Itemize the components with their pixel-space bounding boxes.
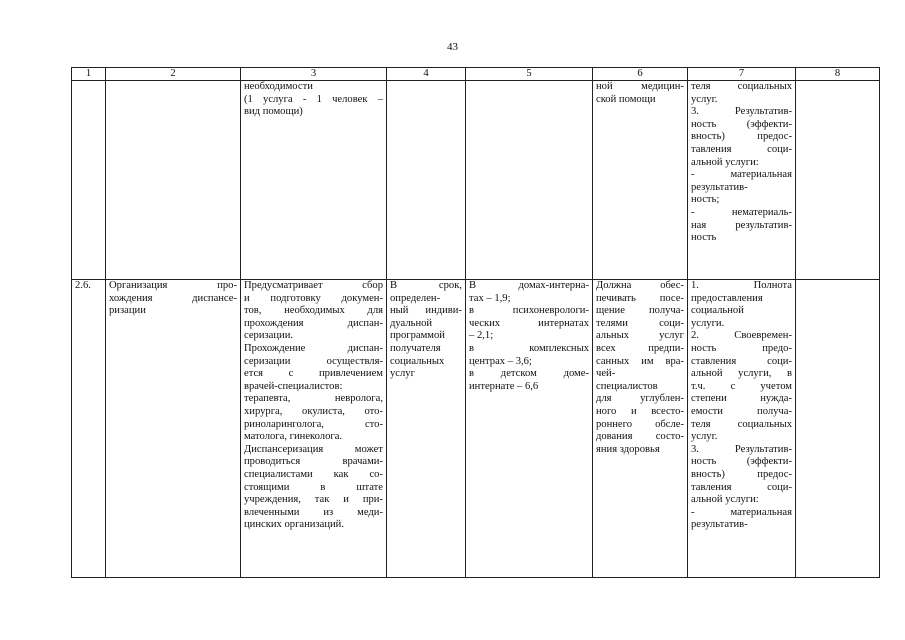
cell-line: Должна обес-: [596, 280, 684, 291]
cell-line: учреждения, так и при-: [244, 494, 383, 506]
table-row-continued: [72, 81, 880, 280]
cell-line: ной медицин-: [596, 81, 684, 92]
cell-service-name: [106, 280, 241, 578]
cell-term: [387, 81, 466, 280]
cell-line: щение получа-: [596, 305, 684, 317]
cell-col8: [796, 280, 880, 578]
cell-line: серизации.: [244, 330, 294, 342]
cell-line: 1. Полнота: [691, 280, 792, 291]
cell-line: тов, необходимых для: [244, 305, 383, 317]
cell-line: – 2,1;: [469, 330, 494, 342]
cell-term: [387, 280, 466, 578]
cell-line: - материальная: [691, 169, 792, 181]
cell-line: специалистами как со-: [244, 468, 383, 480]
cell-line: получателя: [390, 342, 441, 354]
column-number-row: [72, 68, 880, 81]
cell-line: социальных: [390, 355, 445, 367]
cell-line: дуальной: [390, 317, 433, 329]
cell-line: 3. Результатив-: [691, 106, 792, 118]
cell-line: услуг: [390, 368, 415, 380]
cell-line: роннего обсле-: [596, 418, 684, 430]
cell-line: тавления соци-: [691, 481, 792, 493]
cell-line: хождения диспансе-: [109, 292, 237, 304]
cell-line: вность) предос-: [691, 468, 792, 480]
cell-line: тах – 1,9;: [469, 292, 511, 304]
cell-line: ческих интернатах: [469, 317, 589, 329]
table-row-2-6: [72, 280, 880, 578]
cell-performance-criteria: [688, 280, 796, 578]
cell-line: необходимости: [244, 81, 313, 92]
cell-line: ризации: [109, 305, 146, 317]
cell-line: серизации осуществля-: [244, 355, 383, 367]
cell-line: ная результатив-: [691, 219, 792, 231]
cell-line: проводиться врачами-: [244, 456, 383, 468]
cell-line: центрах – 3,6;: [469, 355, 532, 367]
column-number: 8: [796, 68, 880, 81]
cell-line: теля социальных: [691, 81, 792, 92]
cell-line: в комплексных: [469, 342, 589, 354]
cell-line: В домах-интерна-: [469, 280, 589, 291]
cell-line: цинских организаций.: [244, 519, 344, 531]
cell-line: степени нужда-: [691, 393, 792, 405]
cell-col8: [796, 81, 880, 280]
cell-line: ность: [691, 232, 717, 244]
cell-line: Организация про-: [109, 280, 237, 291]
cell-tariff: [466, 81, 593, 280]
cell-line: дования состо-: [596, 431, 684, 443]
cell-line: Прохождение диспан-: [244, 342, 383, 354]
cell-line: альной услуги, в: [691, 368, 792, 380]
cell-quality-standard: [593, 280, 688, 578]
column-number: 5: [466, 68, 593, 81]
cell-line: для углублен-: [596, 393, 684, 405]
cell-line: вид помощи): [244, 106, 303, 118]
cell-line: тавления соци-: [691, 143, 792, 155]
column-number: 3: [241, 68, 387, 81]
cell-line: (1 услуга - 1 человек –: [244, 93, 383, 105]
cell-line: т.ч. с учетом: [691, 380, 792, 392]
cell-description: [241, 81, 387, 280]
cell-line: матолога, гинеколога.: [244, 431, 343, 443]
cell-line: ность (эффекти-: [691, 118, 792, 130]
cell-line: предоставления: [691, 292, 763, 304]
cell-line: телями соци-: [596, 317, 684, 329]
cell-line: яния здоровья: [596, 443, 660, 455]
cell-line: терапевта, невролога,: [244, 393, 383, 405]
column-number: 2: [106, 68, 241, 81]
cell-line: альной услуги:: [691, 494, 759, 506]
cell-line: и подготовку докумен-: [244, 292, 383, 304]
column-number: 1: [72, 68, 106, 81]
cell-line: услуг.: [691, 93, 718, 105]
services-table: [71, 67, 880, 578]
cell-line: влеченными из меди-: [244, 506, 383, 518]
cell-line: ность (эффекти-: [691, 456, 792, 468]
cell-line: стоящими в штате: [244, 481, 383, 493]
cell-line: определен-: [390, 292, 441, 304]
cell-line: вность) предос-: [691, 131, 792, 143]
cell-performance-criteria: [688, 81, 796, 280]
cell-line: в психоневрологи-: [469, 305, 589, 317]
column-number: 4: [387, 68, 466, 81]
cell-line: емости получа-: [691, 405, 792, 417]
cell-line: результатив-: [691, 519, 748, 531]
cell-line: Диспансеризация может: [244, 443, 383, 455]
cell-line: ской помощи: [596, 93, 656, 105]
cell-line: прохождения диспан-: [244, 317, 383, 329]
cell-line: - материальная: [691, 506, 792, 518]
cell-line: услуги.: [691, 317, 725, 329]
column-number: 7: [688, 68, 796, 81]
cell-line: альных услуг: [596, 330, 684, 342]
cell-line: ность предо-: [691, 342, 792, 354]
cell-service-name: [106, 81, 241, 280]
cell-line: риноларинголога, сто-: [244, 418, 383, 430]
cell-line: специалистов: [596, 380, 658, 392]
cell-number: [72, 81, 106, 280]
cell-line: санных им вра-: [596, 355, 684, 367]
cell-description: [241, 280, 387, 578]
cell-number: 2.6.: [72, 280, 106, 578]
cell-line: 2. Своевремен-: [691, 330, 792, 342]
cell-line: программой: [390, 330, 445, 342]
cell-line: альной услуги:: [691, 156, 759, 168]
cell-line: - нематериаль-: [691, 206, 792, 218]
cell-tariff: [466, 280, 593, 578]
cell-line: всех предпи-: [596, 342, 684, 354]
cell-line: ный индиви-: [390, 305, 462, 317]
cell-line: ется с привлечением: [244, 368, 383, 380]
page-number: 43: [447, 41, 458, 53]
cell-line: в детском доме-: [469, 368, 589, 380]
cell-line: услуг.: [691, 431, 718, 443]
cell-line: теля социальных: [691, 418, 792, 430]
cell-line: печивать посе-: [596, 292, 684, 304]
cell-line: В срок,: [390, 280, 462, 291]
cell-quality-standard: [593, 81, 688, 280]
cell-line: ставления соци-: [691, 355, 792, 367]
cell-line: социальной: [691, 305, 744, 317]
cell-line: интернате – 6,6: [469, 380, 539, 392]
cell-line: результатив-: [691, 181, 748, 193]
cell-line: хирурга, окулиста, ото-: [244, 405, 383, 417]
column-number: 6: [593, 68, 688, 81]
cell-line: ного и всесто-: [596, 405, 684, 417]
cell-line: Предусматривает сбор: [244, 280, 383, 291]
cell-line: ность;: [691, 194, 720, 206]
cell-line: врачей-специалистов:: [244, 380, 343, 392]
cell-line: 3. Результатив-: [691, 443, 792, 455]
cell-line: чей-: [596, 368, 616, 380]
